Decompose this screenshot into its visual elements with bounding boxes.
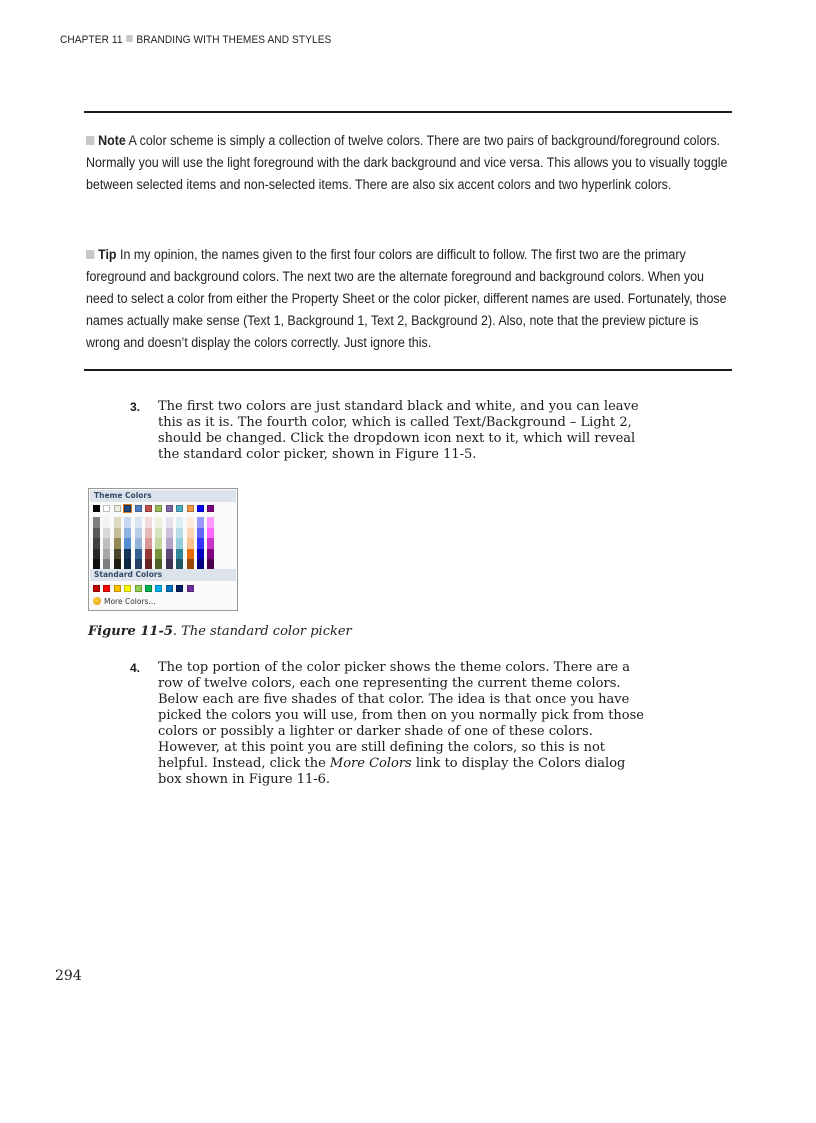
standard-color-swatch[interactable] — [114, 585, 121, 592]
note-callout — [86, 130, 732, 196]
standard-colors-heading: Standard Colors — [90, 569, 236, 581]
shade-swatch[interactable] — [176, 538, 183, 549]
shade-swatch[interactable] — [114, 517, 121, 528]
shade-swatch[interactable] — [187, 538, 194, 549]
shade-swatch[interactable] — [155, 549, 162, 560]
shade-swatch[interactable] — [197, 517, 204, 528]
shade-swatch[interactable] — [207, 549, 214, 560]
note-square-icon — [86, 136, 94, 145]
shade-swatch[interactable] — [197, 538, 204, 549]
theme-color-swatch[interactable] — [197, 505, 204, 512]
shade-swatch[interactable] — [114, 549, 121, 560]
note-label: Note — [98, 133, 126, 148]
figure-caption — [88, 624, 352, 639]
shade-swatch[interactable] — [103, 517, 110, 528]
theme-color-swatch[interactable] — [166, 505, 173, 512]
standard-color-swatch[interactable] — [93, 585, 100, 592]
shade-swatch[interactable] — [103, 528, 110, 539]
shade-swatch[interactable] — [166, 538, 173, 549]
theme-color-swatch[interactable] — [145, 505, 152, 512]
step-3 — [130, 399, 650, 463]
more-colors-reference: More Colors — [329, 756, 412, 771]
figure-label: Figure 11-5 — [88, 624, 173, 639]
shade-swatch[interactable] — [93, 528, 100, 539]
standard-color-swatch[interactable] — [187, 585, 194, 592]
shade-swatch[interactable] — [166, 549, 173, 560]
shade-swatch[interactable] — [145, 549, 152, 560]
shade-swatch[interactable] — [155, 517, 162, 528]
shade-swatch[interactable] — [176, 517, 183, 528]
page-number: 294 — [55, 968, 82, 984]
step-text: The first two colors are just standard black and white, and you can leave this as it is. The fourth color, which is called Text/Background – Light 2, should be changed. Click the dropdown icon next to it, which will reveal the standard color picker, shown in Figure 11-5. — [158, 399, 639, 462]
color-palette-icon — [93, 597, 101, 605]
shade-swatch[interactable] — [155, 528, 162, 539]
theme-color-swatch[interactable] — [176, 505, 183, 512]
shade-swatch[interactable] — [166, 517, 173, 528]
more-colors-link[interactable] — [93, 597, 156, 607]
shade-swatch[interactable] — [135, 528, 142, 539]
standard-color-swatch[interactable] — [166, 585, 173, 592]
shade-swatch[interactable] — [145, 517, 152, 528]
chapter-label: CHAPTER 11 — [60, 34, 123, 46]
shade-swatch[interactable] — [145, 538, 152, 549]
tip-callout — [86, 244, 732, 354]
standard-color-swatch[interactable] — [176, 585, 183, 592]
theme-color-swatch[interactable] — [114, 505, 121, 512]
chapter-title: BRANDING WITH THEMES AND STYLES — [136, 34, 332, 46]
shade-swatch[interactable] — [124, 538, 131, 549]
standard-color-swatch[interactable] — [145, 585, 152, 592]
theme-color-swatch[interactable] — [187, 505, 194, 512]
shade-swatch[interactable] — [176, 549, 183, 560]
shade-swatch[interactable] — [176, 528, 183, 539]
running-header — [60, 34, 331, 46]
tip-text: In my opinion, the names given to the first four colors are difficult to follow. The first two are the primary foreground and background colors. The next two are the alternate foreground and background colors. When you need to select a color from either the Property Sheet or the color picker, different names are used. Fortunately, those names actually make sense (Text 1, Background 1, Text 2, Background 2). Also, note that the preview picture is wrong and doesn’t display the colors correctly. Just ignore this. — [86, 247, 727, 350]
shade-swatch[interactable] — [124, 528, 131, 539]
shade-swatch[interactable] — [187, 528, 194, 539]
shade-swatch[interactable] — [124, 517, 131, 528]
shade-swatch[interactable] — [93, 549, 100, 560]
standard-color-swatch[interactable] — [103, 585, 110, 592]
separator-square-icon — [126, 35, 132, 42]
step-text-part: link to display the Colors dialog box shown in Figure 11-6. — [158, 756, 626, 787]
theme-color-swatch[interactable] — [103, 505, 110, 512]
shade-swatch[interactable] — [114, 538, 121, 549]
theme-color-swatch[interactable] — [93, 505, 100, 512]
shade-swatch[interactable] — [93, 538, 100, 549]
shade-swatch[interactable] — [93, 517, 100, 528]
figure-caption-text: . The standard color picker — [172, 624, 352, 639]
callout-bottom-rule — [84, 369, 732, 371]
note-text: A color scheme is simply a collection of twelve colors. There are two pairs of background/foreground colors. Normally you will use the light foreground with the dark background and vice versa. This allows you to visually toggle between selected items and non-selected items. There are also six accent colors and two hyperlink colors. — [86, 133, 728, 192]
step-text-part: The top portion of the color picker shows the theme colors. There are a row of twelve colors, each one representing the current theme colors. Below each are five shades of that color. The idea is that once you have picked the colors you will use, from then on you normally pick from those colors or possibly a lighter or darker shade of one of these colors. However, at this point you are still defining the colors, so this is not helpful. Instead, click the — [158, 660, 644, 771]
theme-color-swatch[interactable] — [207, 505, 214, 512]
shade-swatch[interactable] — [145, 528, 152, 539]
step-4 — [130, 660, 650, 788]
shade-swatch[interactable] — [155, 538, 162, 549]
more-colors-label: More Colors... — [104, 597, 156, 606]
theme-color-swatch[interactable] — [155, 505, 162, 512]
color-picker-figure — [88, 488, 238, 611]
shade-swatch[interactable] — [114, 528, 121, 539]
shade-swatch[interactable] — [166, 528, 173, 539]
standard-color-swatch[interactable] — [124, 585, 131, 592]
step-number: 3. — [130, 400, 141, 414]
tip-square-icon — [86, 250, 94, 259]
shade-swatch[interactable] — [207, 528, 214, 539]
shade-swatch[interactable] — [187, 549, 194, 560]
shade-swatch[interactable] — [103, 549, 110, 560]
callout-top-rule — [84, 111, 732, 113]
shade-swatch[interactable] — [135, 538, 142, 549]
tip-label: Tip — [98, 247, 117, 262]
theme-color-swatch[interactable] — [135, 505, 142, 512]
step-number: 4. — [130, 661, 141, 675]
shade-swatch[interactable] — [207, 517, 214, 528]
shade-swatch[interactable] — [135, 549, 142, 560]
theme-color-swatch[interactable] — [124, 505, 131, 512]
shade-swatch[interactable] — [197, 549, 204, 560]
shade-swatch[interactable] — [197, 528, 204, 539]
theme-colors-heading: Theme Colors — [90, 490, 236, 502]
shade-swatch[interactable] — [207, 538, 214, 549]
standard-color-swatch[interactable] — [155, 585, 162, 592]
shade-swatch[interactable] — [135, 517, 142, 528]
shade-swatch[interactable] — [103, 538, 110, 549]
step-text — [158, 660, 650, 788]
shade-swatch[interactable] — [124, 549, 131, 560]
standard-color-swatch[interactable] — [135, 585, 142, 592]
shade-swatch[interactable] — [187, 517, 194, 528]
